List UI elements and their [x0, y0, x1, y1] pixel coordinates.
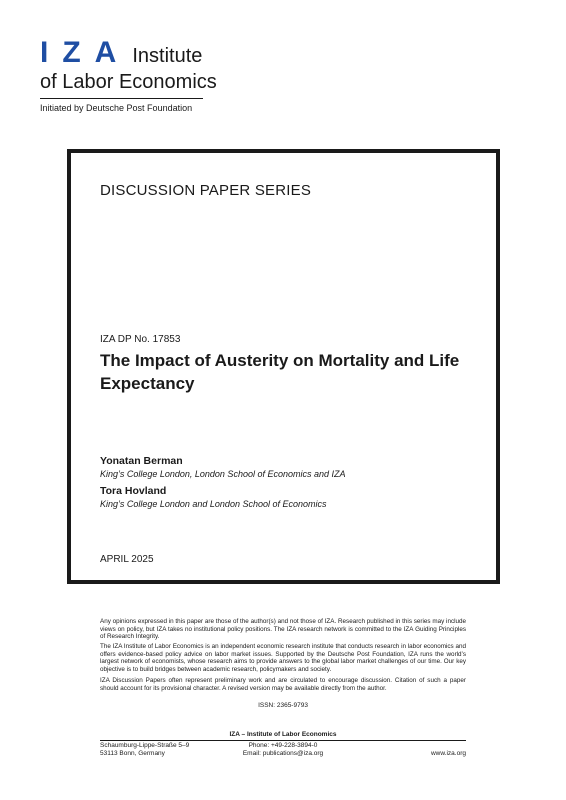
disclaimer-paragraph-3: IZA Discussion Papers often represent preliminary work and are circulated to encourage discussion. Citation of such a paper should account for its provisional character. A revised version may be available directly from the author.: [100, 677, 466, 692]
disclaimer-paragraph-1: Any opinions expressed in this paper are those of the author(s) and not those of IZA. Research published in this series may include views on policy, but IZA takes no institutional policy positions. The IZA research network is committed to the IZA Guiding Principles of Research Integrity.: [100, 618, 466, 641]
author-affiliation-2: King’s College London and London School of Economics: [100, 499, 327, 509]
footer-address-line-2: 53113 Bonn, Germany: [100, 750, 165, 757]
author-name-2: Tora Hovland: [100, 485, 167, 497]
dp-number: IZA DP No. 17853: [100, 334, 181, 345]
iza-logo-mark: IZA: [40, 36, 131, 69]
disclaimer-paragraph-2: The IZA Institute of Labor Economics is an independent economic research institute that conducts research in labor economics and offers evidence-based policy advice on labor market issues. Supported by the Deutsche Post Foundation, IZA runs the world’s largest network of economists, whose research aims to provide answers to the global labor market challenges of our time. Our key objective is to build bridges between academic research, policymakers and society.: [100, 643, 466, 673]
iza-logo: [40, 38, 217, 113]
logo-initiated-text: Initiated by Deutsche Post Foundation: [40, 103, 193, 113]
paper-title: The Impact of Austerity on Mortality and Life Expectancy: [100, 351, 460, 393]
footer-title: IZA – Institute of Labor Economics: [229, 731, 337, 738]
publication-date: APRIL 2025: [100, 554, 154, 565]
footer-divider: [100, 740, 466, 741]
cover-frame: [67, 149, 500, 584]
footer-email-link[interactable]: Email: publications@iza.org: [242, 750, 324, 757]
logo-divider: [40, 98, 203, 99]
logo-labor-economics-text: of Labor Economics: [40, 71, 217, 93]
logo-institute-text: Institute: [132, 45, 203, 67]
footer-phone: Phone: +49-228-3894-0: [248, 742, 318, 749]
author-affiliation-1: King’s College London, London School of Economics and IZA: [100, 469, 346, 479]
series-title: DISCUSSION PAPER SERIES: [100, 182, 312, 199]
footer-address-line-1: Schaumburg-Lippe-Straße 5–9: [100, 742, 190, 749]
footer-contact: [0, 742, 566, 758]
issn: ISSN: 2365-9793: [258, 702, 308, 709]
author-name-1: Yonatan Berman: [100, 455, 183, 467]
footer-website-link[interactable]: www.iza.org: [430, 750, 466, 757]
